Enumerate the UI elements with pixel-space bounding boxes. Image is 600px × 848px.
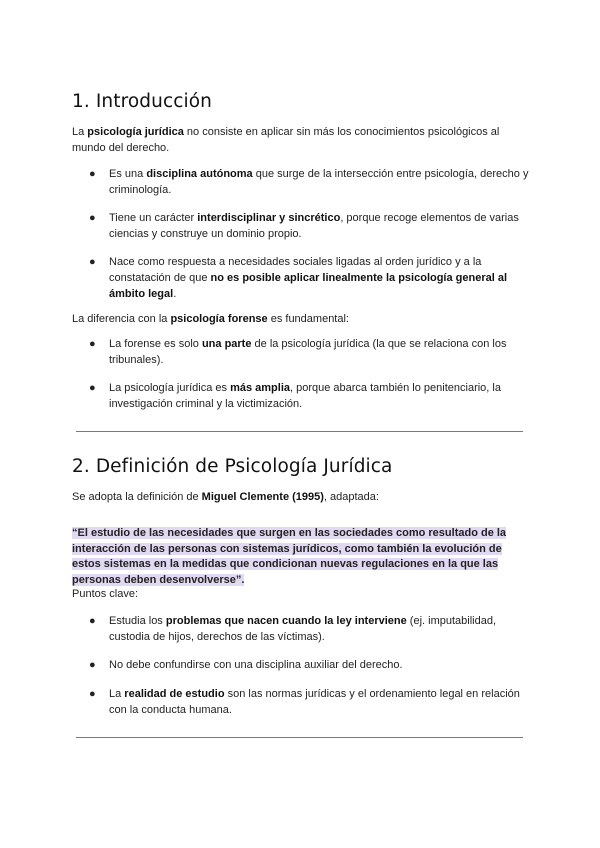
bullet-marker: ● (89, 615, 96, 627)
bullet-marker: ● (89, 168, 96, 180)
bullet-marker: ● (89, 382, 96, 394)
bullet-marker: ● (89, 338, 96, 350)
list-item: No debe confundirse con una disciplina auxiliar del derecho. (109, 659, 403, 671)
list-item: La psicología jurídica es más amplia, porque abarca también lo penitenciario, la investigación criminal y la victimización. (109, 382, 501, 410)
bullet-marker: ● (89, 659, 96, 671)
section-divider (76, 431, 523, 432)
list-item: Estudia los problemas que nacen cuando la ley interviene (ej. imputabilidad, custodia de hijos, derechos de las víctimas). (109, 615, 497, 643)
list-item: Es una disciplina autónoma que surge de la intersección entre psicología, derecho y criminología. (109, 168, 529, 196)
intro-paragraph: La psicología jurídica no consiste en aplicar sin más los conocimientos psicológicos al mundo del derecho. (72, 126, 500, 154)
section-title-introduccion: 1. Introducción (72, 91, 212, 112)
bullet-marker: ● (89, 688, 96, 700)
section-title-definicion: 2. Definición de Psicología Jurídica (72, 456, 393, 477)
list-item: La forense es solo una parte de la psicología jurídica (la que se relaciona con los tribunales). (109, 338, 507, 366)
list-item: La realidad de estudio son las normas jurídicas y el ordenamiento legal en relación con la conducta humana. (109, 688, 520, 716)
section-divider (76, 737, 523, 738)
forense-paragraph: La diferencia con la psicología forense es fundamental: (72, 313, 349, 325)
bullet-marker: ● (89, 256, 96, 268)
points-label: Puntos clave: (72, 588, 139, 600)
definition-quote: “El estudio de las necesidades que surgen en las sociedades como resultado de la interacción de las personas con sistemas jurídicos, como también la evolución de estos sistemas en la medidas que condicionan nuevas regulaciones en la que las personas deben desenvolverse”. (72, 527, 507, 586)
bullet-marker: ● (89, 212, 96, 224)
list-item: Tiene un carácter interdisciplinar y sincrético, porque recoge elementos de varias ciencias y construye un dominio propio. (109, 212, 519, 240)
list-item: Nace como respuesta a necesidades sociales ligadas al orden jurídico y a la constatación de que no es posible aplicar linealmente la psicología general al ámbito legal. (109, 256, 508, 300)
definition-intro: Se adopta la definición de Miguel Clemente (1995), adaptada: (72, 491, 379, 503)
